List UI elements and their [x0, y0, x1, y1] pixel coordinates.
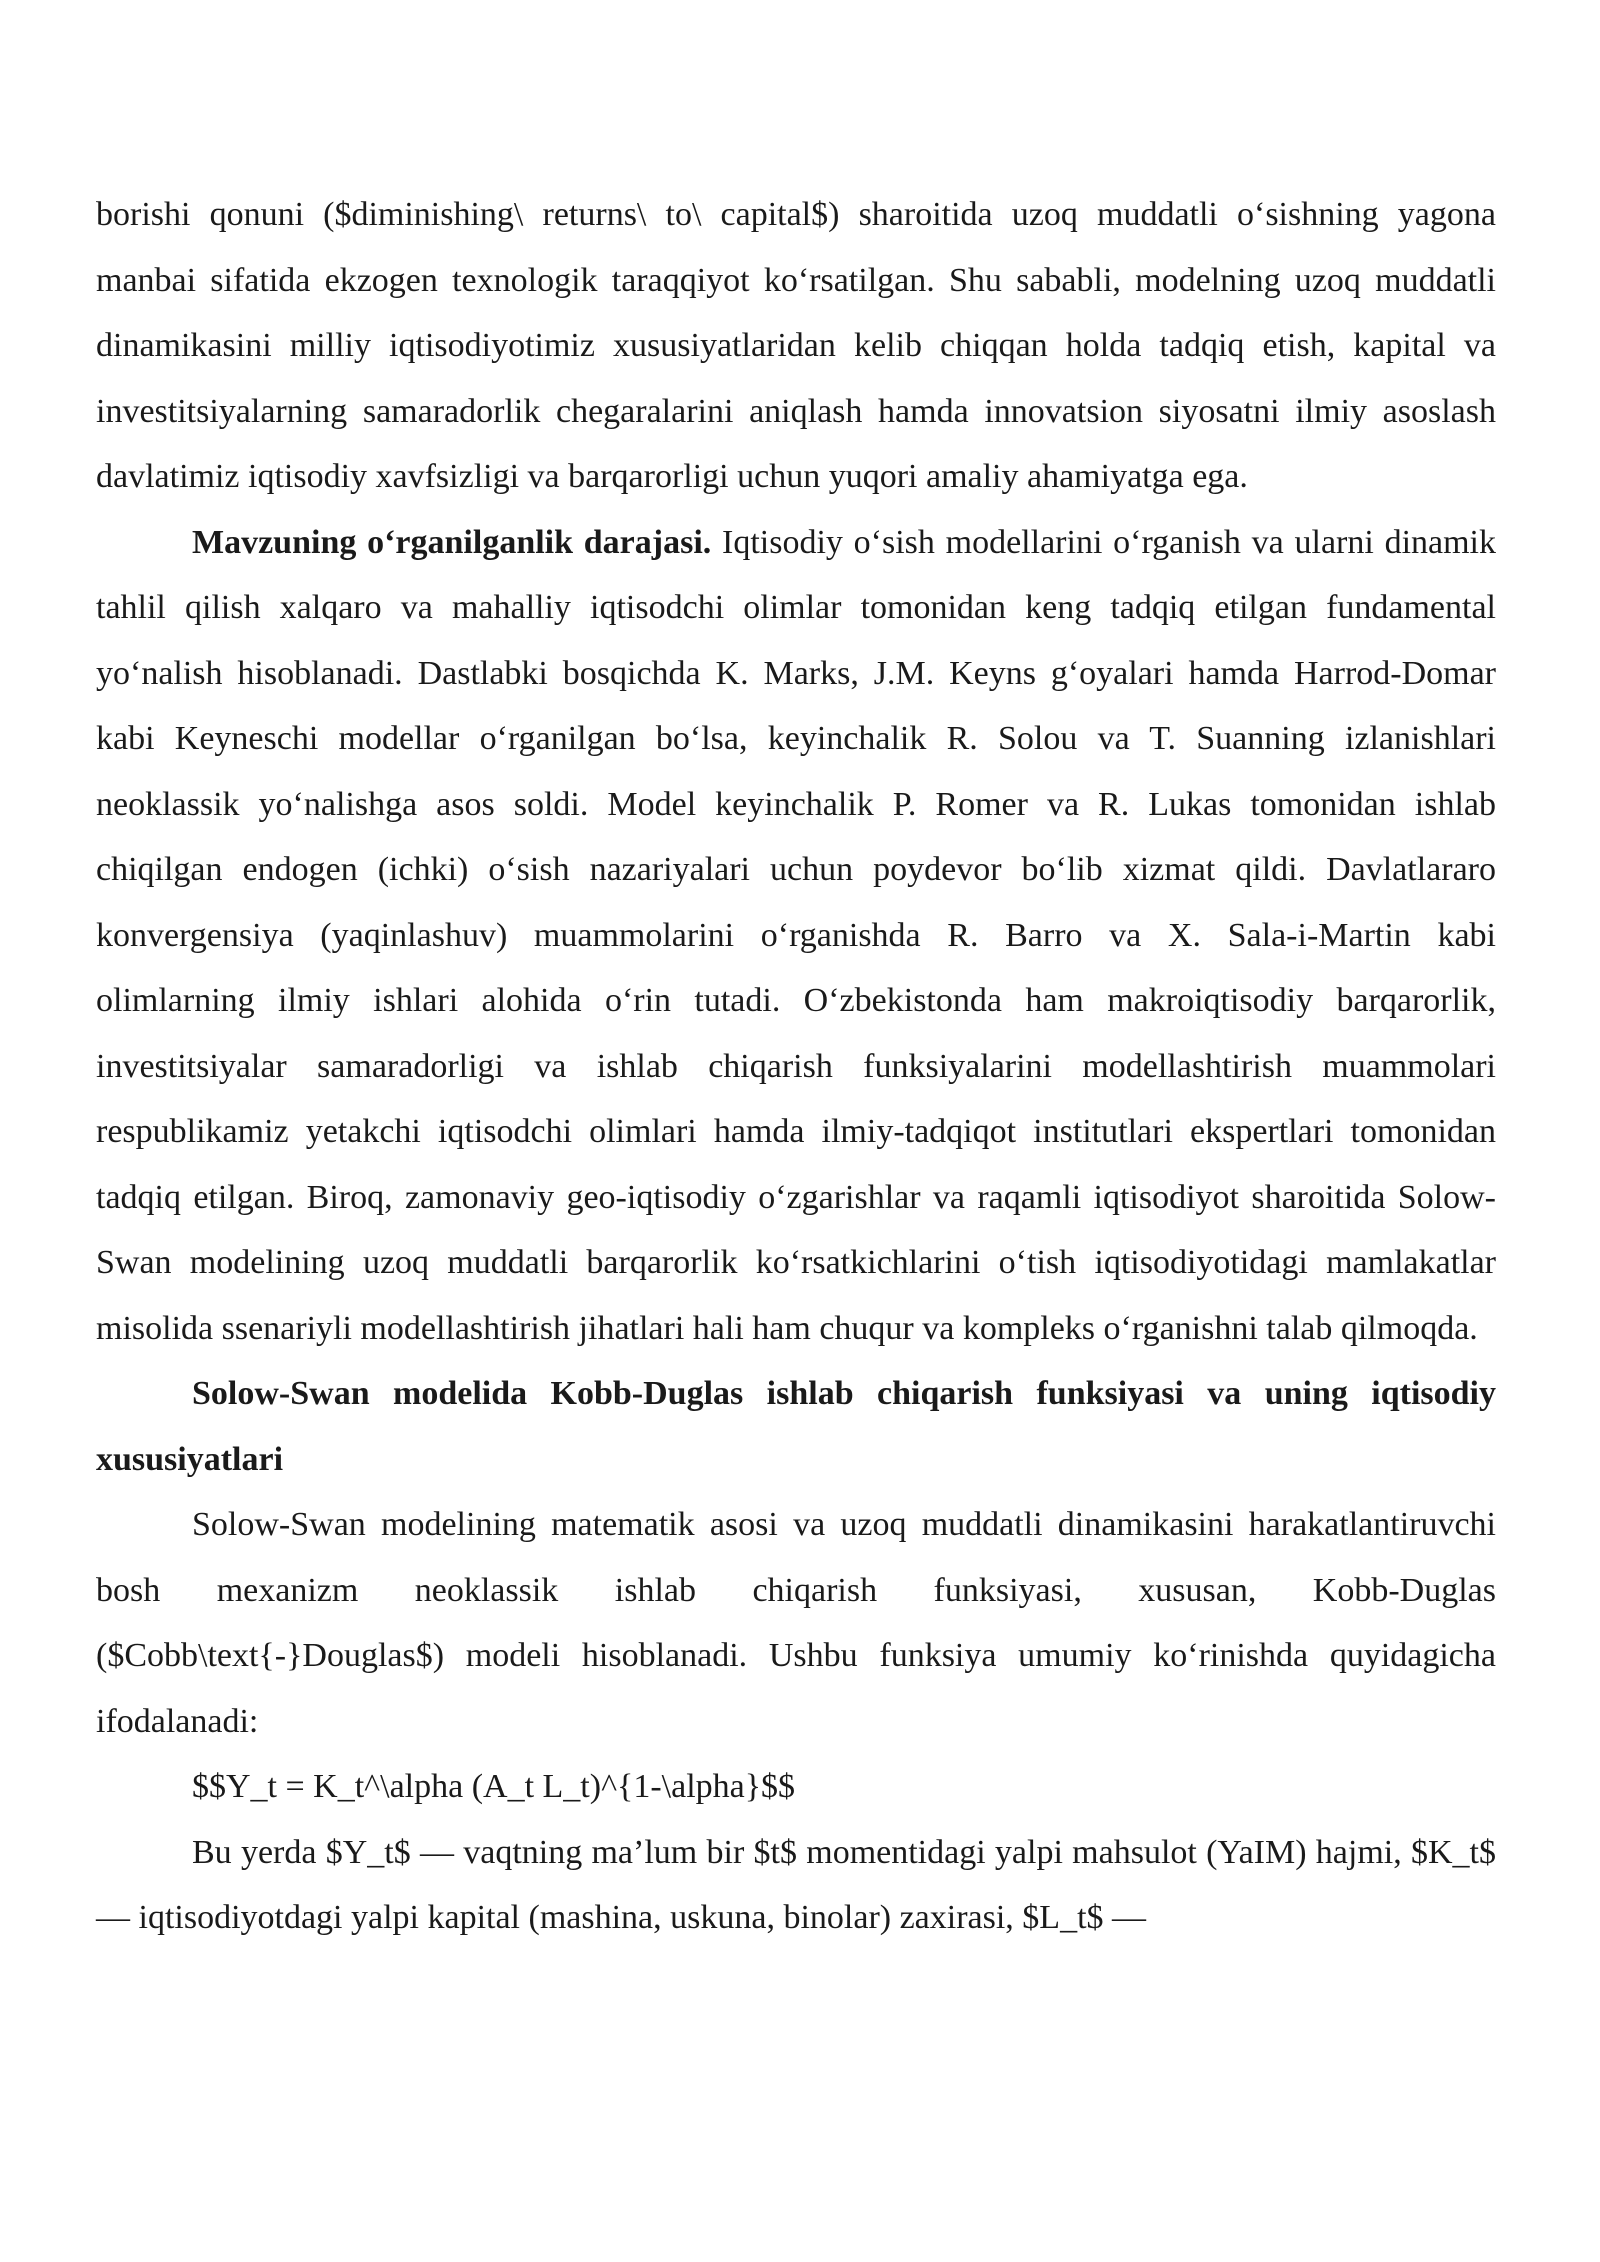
- paragraph-model-basis: Solow-Swan modelining matematik asosi va uzoq muddatli dinamikasini harakatlantiruvchi bosh mexanizm neoklassik ishlab chiqarish funksiyasi, xususan, Kobb-Duglas ($Cobb\text{-}Douglas$) modeli hisoblanadi. Ushbu funksiya umumiy ko‘rinishda quyidagicha ifodalanadi:: [96, 1506, 1496, 1740]
- paragraph-intro-continuation: borishi qonuni ($diminishing\ returns\ to\ capital$) sharoitida uzoq muddatli o‘sishning yagona manbai sifatida ekzogen texnologik taraqqiyot ko‘rsatilgan. Shu sababli, modelning uzoq muddatli dinamikasini milliy iqtisodiyotimiz xususiyatlaridan kelib chiqqan holda tadqiq etish, kapital va investitsiyalarning samaradorlik chegaralarini aniqlash hamda innovatsion siyosatni ilmiy asoslash davlatimiz iqtisodiy xavfsizligi va barqarorligi uchun yuqori amaliy ahamiyatga ega.: [96, 196, 1496, 495]
- section-heading: Solow-Swan modelida Kobb-Duglas ishlab chiqarish funksiyasi va uning iqtisodiy xususiyatlari: [96, 1375, 1496, 1478]
- paragraph-variable-definitions: Bu yerda $Y_t$ — vaqtning ma’lum bir $t$ momentidagi yalpi mahsulot (YaIM) hajmi, $K_t$ — iqtisodiyotdagi yalpi kapital (mashina, uskuna, binolar) zaxirasi, $L_t$ —: [96, 1833, 1496, 1936]
- paragraph-literature-review: [96, 510, 1496, 1362]
- document-page: [96, 182, 1496, 1951]
- paragraph-literature-body: Iqtisodiy o‘sish modellarini o‘rganish va ularni dinamik tahlil qilish xalqaro va mahalliy iqtisodchi olimlar tomonidan keng tadqiq etilgan fundamental yo‘nalish hisoblanadi. Dastlabki bosqichda K. Marks, J.M. Keyns g‘oyalari hamda Harrod-Domar kabi Keyneschi modellar o‘rganilgan bo‘lsa, keyinchalik R. Solou va T. Suanning izlanishlari neoklassik yo‘nalishga asos soldi. Model keyinchalik P. Romer va R. Lukas tomonidan ishlab chiqilgan endogen (ichki) o‘sish nazariyalari uchun poydevor bo‘lib xizmat qildi. Davlatlararo konvergensiya (yaqinlashuv) muammolarini o‘rganishda R. Barro va X. Sala-i-Martin kabi olimlarning ilmiy ishlari alohida o‘rin tutadi. O‘zbekistonda ham makroiqtisodiy barqarorlik, investitsiyalar samaradorligi va ishlab chiqarish funksiyalarini modellashtirish muammolari respublikamiz yetakchi iqtisodchi olimlari hamda ilmiy-tadqiqot institutlari ekspertlari tomonidan tadqiq etilgan. Biroq, zamonaviy geo-iqtisodiy o‘zgarishlar va raqamli iqtisodiyot sharoitida Solow-Swan modelining uzoq muddatli barqarorlik ko‘rsatkichlarini o‘tish iqtisodiyotidagi mamlakatlar misolida ssenariyli modellashtirish jihatlari hali ham chuqur va kompleks o‘rganishni talab qilmoqda.: [96, 523, 1497, 1347]
- formula-cobb-douglas: $$Y_t = K_t^\alpha (A_t L_t)^{1-\alpha}$$: [192, 1768, 796, 1805]
- paragraph-lead-heading: Mavzuning o‘rganilganlik darajasi.: [192, 523, 712, 561]
